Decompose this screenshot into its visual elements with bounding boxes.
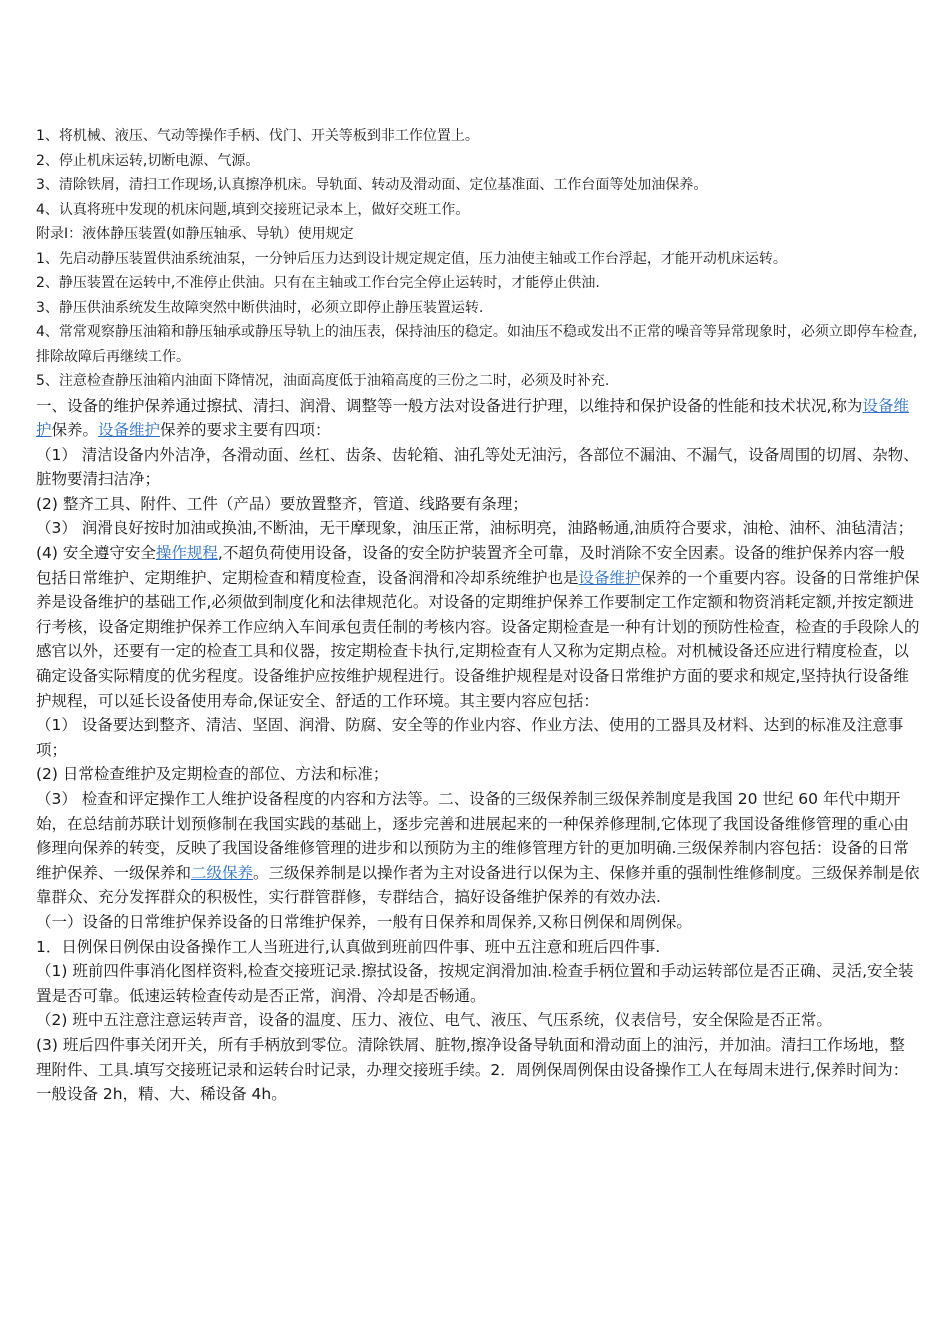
paragraph: 4、认真将班中发现的机床问题,填到交接班记录本上，做好交班工作。 [36,201,470,218]
equipment-maintenance-link[interactable]: 设备维护 [98,421,161,440]
shutdown-and-appendix-section [36,124,920,394]
paragraph [36,787,920,910]
paragraph: 3、清除铁屑，清扫工作现场,认真擦净机床。导轨面、转动及滑动面、定位基准面、工作台面等处加油保养。 [36,177,708,193]
paragraph: （1） 设备要达到整齐、清洁、坚固、润滑、防腐、安全等的作业内容、作业方法、使用的工器具及材料、达到的标准及注意事项； [36,716,904,759]
paragraph: 5、注意检查静压油箱内油面下降情况，油面高度低于油箱高度的三份之二时，必须及时补充. [36,373,610,389]
equipment-maintenance-link[interactable]: 设备维护 [36,396,909,440]
paragraph [36,394,920,443]
operating-procedure-link[interactable]: 操作规程 [155,544,218,563]
paragraph: 1、将机械、液压、气动等操作手柄、伐门、开关等板到非工作位置上。 [36,128,479,144]
paragraph: （1） 清洁设备内外洁净，各滑动面、丝杠、齿条、齿轮箱、油孔等处无油污，各部位不漏油、不漏气，设备周围的切屑、杂物、脏物要清扫洁净； [36,445,919,489]
paragraph: 4、常常观察静压油箱和静压轴承或静压导轨上的油压表，保持油压的稳定。如油压不稳或发出不正常的噪音等异常现象时，必须立即停车检查,排除故障后再继续工作。 [36,324,918,365]
text-run: 一、设备的维护保养通过擦拭、清扫、润滑、调整等一般方法对设备进行护理，以维持和保护设备的性能和技术状况,称为 [36,396,863,415]
text-run: ,不超负荷使用设备，设备的安全防护装置齐全可靠，及时消除不安全因素。设备的维护保养内容一般包括日常维护、定期维护、定期检查和精度检查，设备润滑和冷却系统维护也是 [36,544,905,587]
second-level-maintenance-link[interactable]: 二级保养 [191,863,254,882]
paragraph: （一）设备的日常维护保养设备的日常维护保养，一般有日保养和周保养,又称日例保和周例保。 [36,912,692,931]
appendix-heading: 附录Ⅰ：液体静压装置(如静压轴承、导轨）使用规定 [36,226,354,242]
equipment-maintenance-link[interactable]: 设备维护 [578,568,641,587]
paragraph: 1．日例保日例保由设备操作工人当班进行,认真做到班前四件事、班中五注意和班后四件事. [36,937,661,956]
paragraph: (2) 日常检查维护及定期检查的部位、方法和标准； [36,765,389,784]
text-run: （3） 检查和评定操作工人维护设备程度的内容和方法等。二、设备的三级保养制三级保养制度是我国 20 世纪 60 年代中期开始，在总结前苏联计划预修制在我国实践的基础上，逐步完善和进展起来的一种保养修理制,它体现了我国设备维修管理的重心由修理向保养的转变，反映了我国设备维修管理的进步和以预防为主的维修管理方针的更加明确.三级保养制内容包括：设备的日常维护保养、一级保养和 [36,790,909,882]
paragraph: 2、静压装置在运转中,不准停止供油。只有在主轴或工作台完全停止运转时，才能停止供油. [36,275,600,291]
paragraph: (2) 整齐工具、附件、工件（产品）要放置整齐，管道、线路要有条理； [36,494,528,513]
paragraph: 1、先启动静压装置供油系统油泵，一分钟后压力达到设计规定规定值，压力油使主轴或工作台浮起，才能开动机床运转。 [36,250,787,267]
text-run: 保养的一个重要内容。设备的日常维护保养是设备维护的基础工作,必须做到制度化和法律规范化。对设备的定期维护保养工作要制定工作定额和物资消耗定额,并按定额进行考核，设备定期维护保养工作应纳入车间承包责任制的考核内容。设备定期检查是一种有计划的预防性检查，检查的手段除人的感官以外，还要有一定的检查工具和仪器，按定期检查卡执行,定期检查有人又称为定期点检。对机械设备还应进行精度检查，以确定设备实际精度的优劣程度。设备维护应按维护规程进行。设备维护规程是对设备日常维护方面的要求和规定,坚持执行设备维护规程，可以延长设备使用寿命,保证安全、舒适的工作环境。其主要内容应包括： [36,568,920,710]
paragraph: (3) 班后四件事关闭开关，所有手柄放到零位。清除铁屑、脏物,擦净设备导轨面和滑动面上的油污，并加油。清扫工作场地，整理附件、工具.填写交接班记录和运转台时记录，办理交接班手续。2．周例保周例保由设备操作工人在每周末进行,保养时间为：一般设备 2h，精、大、稀设备 4h。 [36,1035,909,1104]
paragraph: 3、静压供油系统发生故障突然中断供油时，必须立即停止静压装置运转. [36,299,484,316]
maintenance-section [36,394,920,1107]
paragraph: （1) 班前四件事消化图样资料,检查交接班记录.擦拭设备，按规定润滑加油.检查手柄位置和手动运转部位是否正确、灵活,安全装置是否可靠。低速运转检查传动是否正常，润滑、冷却是否畅通。 [36,962,914,1005]
paragraph: （2) 班中五注意注意运转声音，设备的温度、压力、液位、电气、液压、气压系统，仪表信号，安全保险是否正常。 [36,1011,832,1030]
text-run: 。三级保养制是以操作者为主对设备进行以保为主、保修并重的强制性维修制度。三级保养制是依靠群众、充分发挥群众的积极性，实行群管群修，专群结合，搞好设备维护保养的有效办法. [36,863,920,907]
paragraph [36,541,920,713]
paragraph: 2、停止机床运转,切断电源、气源。 [36,152,260,169]
text-run: 保养的要求主要有四项： [160,421,331,440]
paragraph: （3） 润滑良好按时加油或换油,不断油，无干摩现象，油压正常，油标明亮，油路畅通,油质符合要求，油枪、油杯、油毡清洁； [36,519,914,538]
text-run: 保养。 [51,421,99,440]
text-run: (4) 安全遵守安全 [36,544,156,563]
